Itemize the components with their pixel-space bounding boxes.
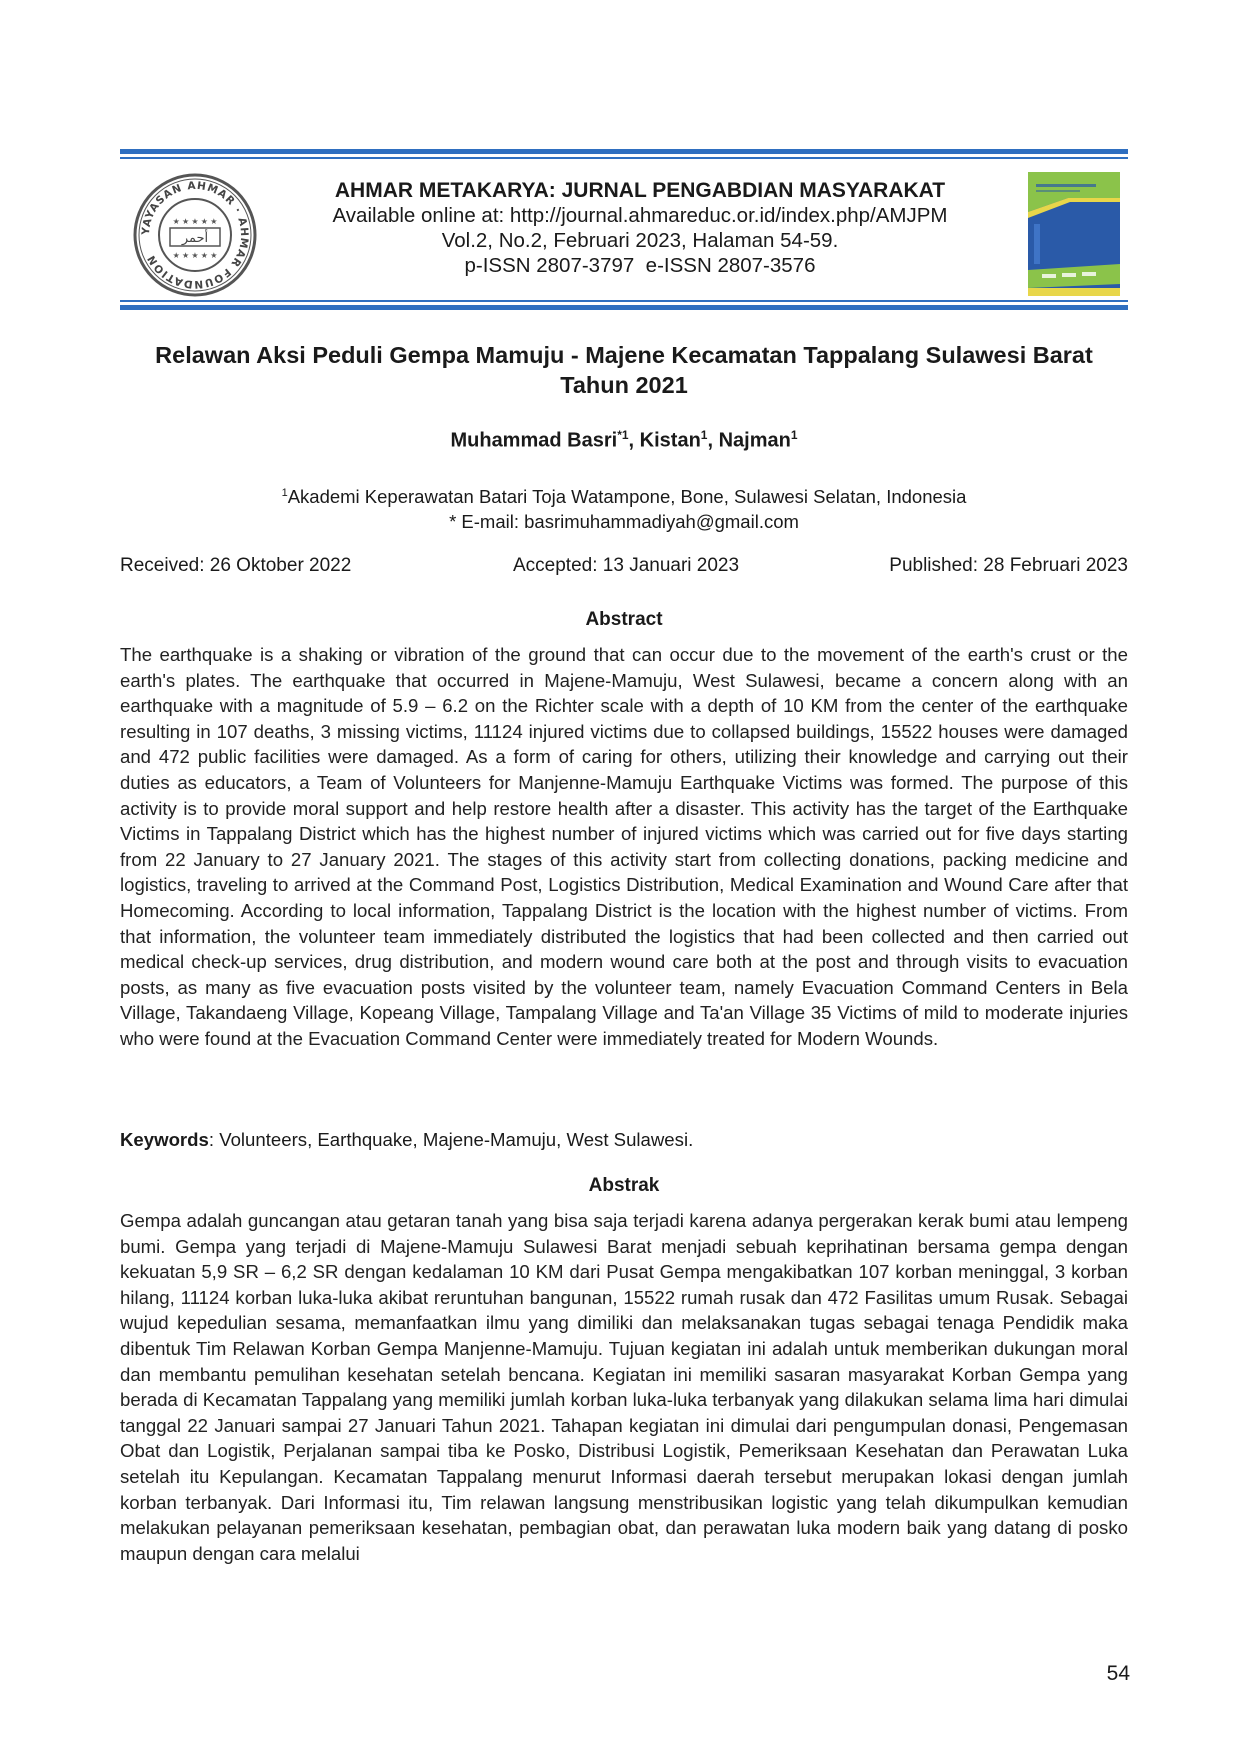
- journal-header: [270, 178, 1010, 278]
- keywords-text: : Volunteers, Earthquake, Majene-Mamuju, West Sulawesi.: [208, 1129, 694, 1150]
- header-rule-bottom: [120, 300, 1128, 310]
- affiliation-mark: 1: [281, 487, 288, 499]
- author-mark: 1: [700, 428, 708, 442]
- abstrak-text: Gempa adalah guncangan atau getaran tanah yang bisa saja terjadi karena adanya pergerakan kerak bumi atau lempeng bumi. Gempa yang terjadi di Majene-Mamuju Sulawesi Barat menjadi sebuah keprihatinan bersama gempa dengan kekuatan 5,9 SR – 6,2 SR dengan kedalaman 10 KM dari Pusat Gempa mengakibatkan 107 korban meninggal, 3 korban hilang, 11124 korban luka-luka akibat reruntuhan bangunan, 15522 rumah rusak dan 472 Fasilitas umum Rusak. Sebagai wujud kepedulian sesama, memanfaatkan ilmu yang dimiliki dan melaksanakan tugas sebagai tenaga Pendidik maka dibentuk Tim Relawan Korban Gempa Manjenne-Mamuju. Tujuan kegiatan ini adalah untuk memberikan dukungan moral dan membantu pemulihan kesehatan setelah bencana. Kegiatan ini memiliki sasaran masyarakat Korban Gempa yang berada di Kecamatan Tappalang yang memiliki jumlah korban luka-luka terbanyak yang dilakukan selama lima hari dimulai tanggal 22 Januari sampai 27 Januari Tahun 2021. Tahapan kegiatan ini dimulai dari pengumpulan donasi, Pengemasan Obat dan Logistik, Perjalanan sampai tiba ke Posko, Distribusi Logistik, Pemeriksaan Kesehatan dan Perawatan Luka setelah itu Kepulangan. Kecamatan Tappalang menurut Informasi daerah tersebut merupakan lokasi dengan jumlah korban terbanyak. Dari Informasi itu, Tim relawan langsung menstribusikan logistic yang telah dikumpulkan kemudian melakukan pelayanan pemeriksaan kesehatan, pembagian obat, dan perawatan luka modern baik yang datang di posko maupun dengan cara melalui: [120, 1210, 1128, 1564]
- header-rule-top: [120, 149, 1128, 159]
- journal-cover-thumbnail: [1028, 172, 1120, 296]
- published-date: Published: 28 Februari 2023: [889, 555, 1128, 576]
- article-title: [120, 340, 1128, 400]
- page-number: 54: [1106, 1662, 1130, 1685]
- article-title-line1: Relawan Aksi Peduli Gempa Mamuju - Majene Kecamatan Tappalang Sulawesi Barat: [155, 342, 1093, 368]
- svg-text:★ ★ ★ ★ ★: ★ ★ ★ ★ ★: [172, 251, 218, 260]
- svg-text:★ ★ ★ ★ ★: ★ ★ ★ ★ ★: [172, 217, 218, 226]
- keywords-line: [120, 1129, 1128, 1151]
- author-name: Kistan: [639, 429, 701, 452]
- journal-title: AHMAR METAKARYA: JURNAL PENGABDIAN MASYARAKAT: [334, 179, 946, 202]
- article-title-line2: Tahun 2021: [560, 372, 688, 398]
- author-list: Muhammad Basri$^{*1}$, Kistan$^1$, Najman$^1$: [450, 428, 798, 452]
- author-name: Muhammad Basri: [450, 429, 618, 452]
- abstract-heading: Abstract: [585, 609, 663, 630]
- journal-issn: p-ISSN 2807-3797 e-ISSN 2807-3576: [464, 254, 816, 277]
- received-date: Received: 26 Oktober 2022: [120, 555, 352, 576]
- accepted-date: Accepted: 13 Januari 2023: [513, 555, 740, 576]
- abstrak-heading: Abstrak: [588, 1175, 660, 1196]
- journal-volume: Vol.2, No.2, Februari 2023, Halaman 54-59.: [441, 229, 839, 252]
- svg-text:أحمر: أحمر: [181, 231, 209, 246]
- abstract-text: The earthquake is a shaking or vibration of the ground that can occur due to the movement of the earth's crust or the earth's plates. The earthquake that occurred in Majene-Mamuju, West Sulawesi, became a concern along with an earthquake with a magnitude of 5.9 – 6.2 on the Richter scale with a depth of 10 KM from the center of the earthquake resulting in 107 deaths, 3 missing victims, 11124 injured victims due to collapsed buildings, 15522 houses were damaged and 472 public facilities were damaged. As a form of caring for others, utilizing their knowledge and carrying out their duties as educators, a Team of Volunteers for Manjenne-Mamuju Earthquake Victims was formed. The purpose of this activity is to provide moral support and help restore health after a disaster. This activity has the target of the Earthquake Victims in Tappalang District which has the highest number of injured victims which was carried out for five days starting from 22 January to 27 January 2021. The stages of this activity start from collecting donations, packing medicine and logistics, traveling to arrived at the Command Post, Logistics Distribution, Medical Examination and Wound Care after that Homecoming. According to local information, Tappalang District is the location with the highest number of victims. From that information, the volunteer team immediately distributed the logistics that had been collected and then carried out medical check-up services, drug distribution, and modern wound care both at the post and through visits to evacuation posts, as many as five evacuation posts visited by the volunteer team, namely Evacuation Command Centers in Bela Village, Takandaeng Village, Kopeang Village, Tampalang Village and Ta'an Village 35 Victims of mild to moderate injuries who were found at the Evacuation Command Center were immediately treated for Modern Wounds.: [120, 644, 1128, 1049]
- author-mark: *1: [617, 428, 629, 442]
- author-name: Najman: [718, 429, 791, 452]
- author-affiliation: [120, 481, 1128, 534]
- article-dates: [120, 555, 1128, 579]
- svg-text:YAYASAN AHMAR · AHMAR FOUNDATI: YAYASAN AHMAR · AHMAR FOUNDATION: [139, 179, 251, 291]
- journal-online-url: Available online at: http://journal.ahmareduc.or.id/index.php/AMJPM: [332, 204, 948, 227]
- author-mark: 1: [790, 428, 798, 442]
- author-email: * E-mail: basrimuhammadiyah@gmail.com: [449, 511, 799, 533]
- affiliation-text: Akademi Keperawatan Batari Toja Watampone, Bone, Sulawesi Selatan, Indonesia: [287, 486, 967, 508]
- keywords-label: Keywords: [120, 1129, 209, 1150]
- foundation-seal-logo: [132, 172, 258, 298]
